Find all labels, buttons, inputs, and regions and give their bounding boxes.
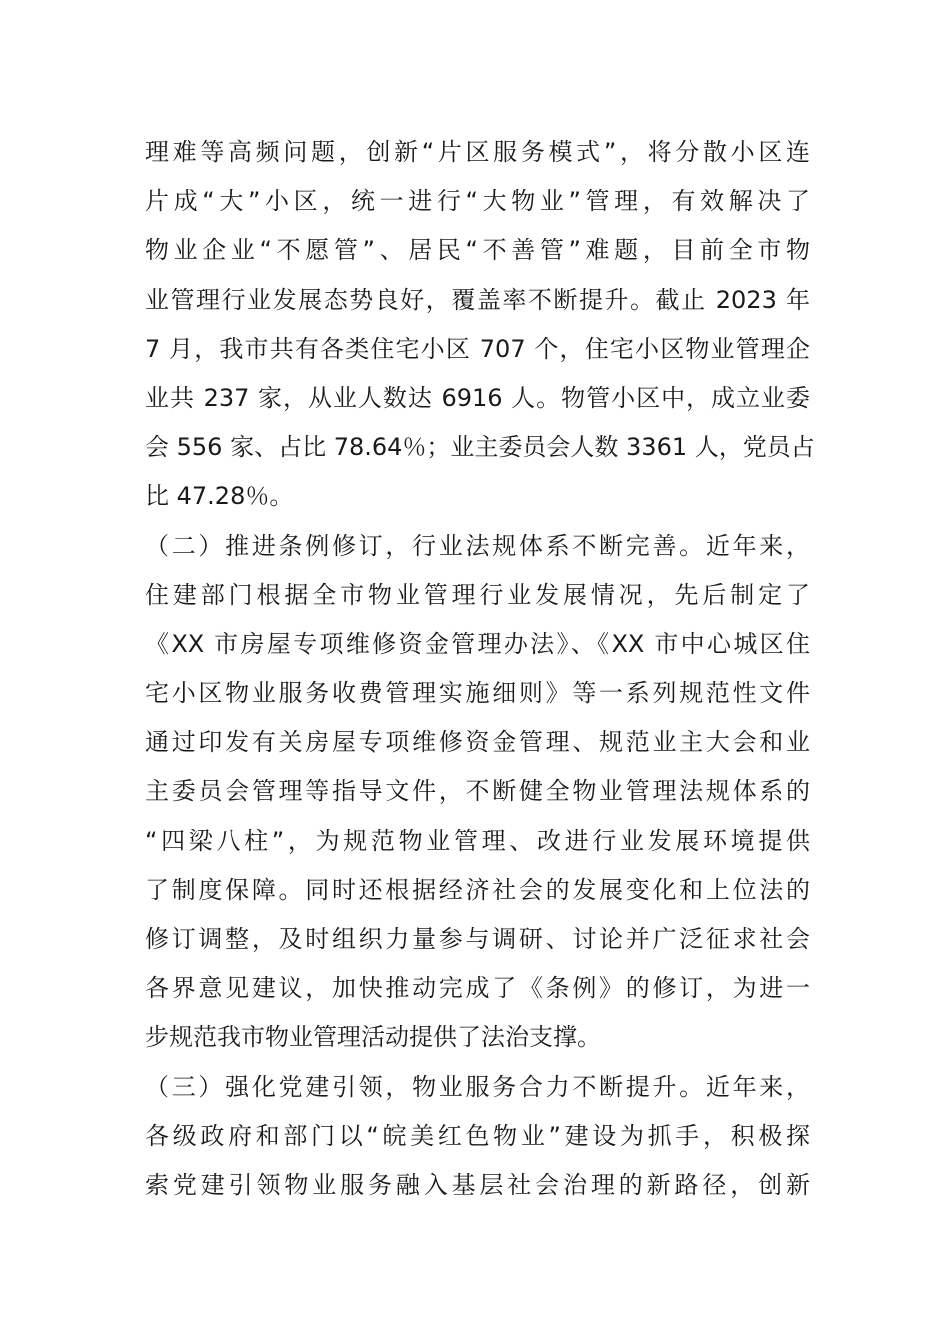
- text-line: 物业企业“不愿管”、居民“不善管”难题，目前全市物: [145, 236, 810, 265]
- text-line: 住建部门根据全市物业管理行业发展情况，先后制定了: [145, 580, 810, 609]
- text-line: “四梁八柱”，为规范物业管理、改进行业发展环境提供: [145, 826, 810, 855]
- text-line: 宅小区物业服务收费管理实施细则》等一系列规范性文件: [145, 679, 810, 708]
- text-line: 片成“大”小区，统一进行“大物业”管理，有效解决了: [145, 187, 810, 216]
- text-line: 会 556 家、占比 78.64％；业主委员会人数 3361 人，党员占: [145, 433, 815, 462]
- text-line: 各级政府和部门以“皖美红色物业”建设为抓手，积极探: [145, 1121, 810, 1150]
- text-line: 比 47.28％。: [145, 482, 294, 511]
- text-line: 通过印发有关房屋专项维修资金管理、规范业主大会和业: [145, 728, 810, 757]
- text-line: 步规范我市物业管理活动提供了法治支撑。: [145, 1023, 601, 1052]
- text-line: 7 月，我市共有各类住宅小区 707 个，住宅小区物业管理企: [145, 334, 810, 363]
- section-heading-line: （二）推进条例修订，行业法规体系不断完善。近年来，: [145, 531, 810, 560]
- text-line: 修订调整，及时组织力量参与调研、讨论并广泛征求社会: [145, 925, 810, 953]
- text-line: 主委员会管理等指导文件，不断健全物业管理法规体系的: [145, 777, 810, 806]
- text-line: 理难等高频问题，创新“片区服务模式”，将分散小区连: [145, 138, 810, 166]
- text-line: 了制度保障。同时还根据经济社会的发展变化和上位法的: [145, 875, 810, 904]
- text-line: 《XX 市房屋专项维修资金管理办法》、《XX 市中心城区住: [145, 629, 810, 658]
- text-line: 业管理行业发展态势良好，覆盖率不断提升。截止 2023 年: [145, 285, 810, 314]
- section-heading-line: （三）强化党建引领，物业服务合力不断提升。近年来，: [145, 1072, 810, 1101]
- text-line: 业共 237 家，从业人数达 6916 人。物管小区中，成立业委: [145, 383, 810, 412]
- text-line: 各界意见建议，加快推动完成了《条例》的修订，为进一: [145, 974, 810, 1003]
- text-line: 索党建引领物业服务融入基层社会治理的新路径，创新: [145, 1170, 810, 1199]
- body-text: [145, 128, 815, 1210]
